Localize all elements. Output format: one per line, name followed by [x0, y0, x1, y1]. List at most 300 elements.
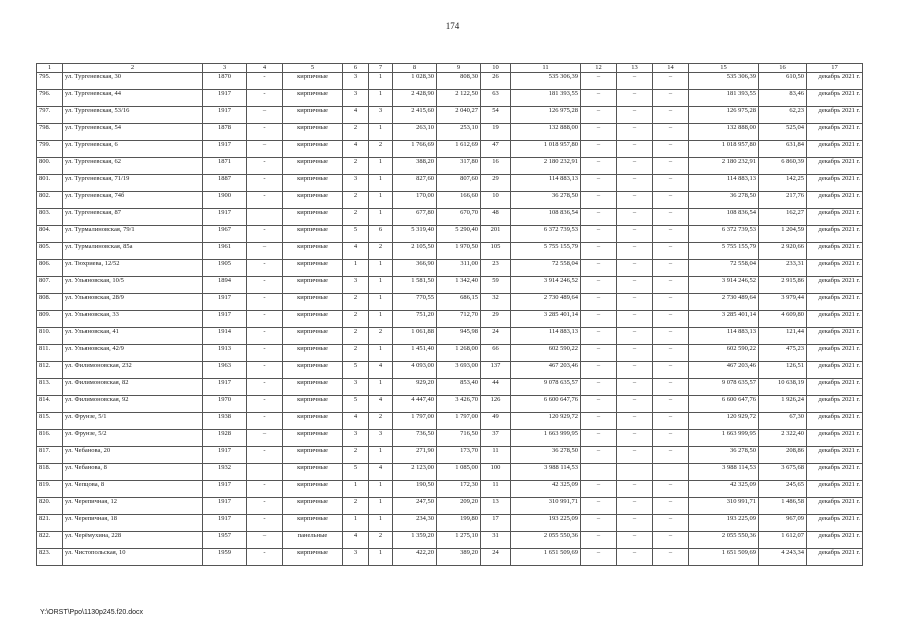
entrances-cell: 1 [369, 311, 393, 328]
cost-col-12-cell: – [581, 175, 617, 192]
year-built-cell: 1917 [203, 294, 247, 311]
residents-cell: 47 [481, 141, 511, 158]
table-row [37, 294, 863, 311]
address-cell: ул. Ульяновская, 33 [63, 311, 203, 328]
table-row [37, 175, 863, 192]
cost-col-15-cell: 6 372 739,53 [689, 226, 759, 243]
address-cell: ул. Черёмухина, 228 [63, 532, 203, 549]
column-number: 9 [437, 64, 481, 73]
row-number-cell: 812. [37, 362, 63, 379]
entrances-cell: 1 [369, 175, 393, 192]
cost-col-15-cell: 36 278,50 [689, 447, 759, 464]
wall-material-cell: кирпичные [283, 549, 343, 566]
cost-col-12-cell: – [581, 277, 617, 294]
cost-col-15-cell: 2 730 489,64 [689, 294, 759, 311]
entrances-cell: 4 [369, 396, 393, 413]
total-area-cell: 2 415,60 [393, 107, 437, 124]
wall-material-cell: кирпичные [283, 464, 343, 481]
address-cell: ул. Ульяновская, 28/9 [63, 294, 203, 311]
living-area-cell: 853,40 [437, 379, 481, 396]
living-area-cell: 173,70 [437, 447, 481, 464]
year-built-cell: 1870 [203, 73, 247, 90]
completion-date-cell: декабрь 2021 г. [807, 141, 863, 158]
address-cell: ул. Ульяновская, 41 [63, 328, 203, 345]
living-area-cell: 172,30 [437, 481, 481, 498]
cost-per-sqm-cell: 3 675,68 [759, 464, 807, 481]
completion-date-cell: декабрь 2021 г. [807, 243, 863, 260]
year-commissioned-cell: – [247, 141, 283, 158]
total-cost-cell: 114 883,13 [511, 175, 581, 192]
cost-col-15-cell: 535 306,39 [689, 73, 759, 90]
cost-col-15-cell: 42 325,09 [689, 481, 759, 498]
cost-col-13-cell: – [617, 73, 653, 90]
cost-per-sqm-cell: 1 612,07 [759, 532, 807, 549]
total-cost-cell: 2 180 232,91 [511, 158, 581, 175]
address-cell: ул. Черепичная, 12 [63, 498, 203, 515]
year-built-cell: 1938 [203, 413, 247, 430]
completion-date-cell: декабрь 2021 г. [807, 294, 863, 311]
entrances-cell: 2 [369, 532, 393, 549]
table-row [37, 277, 863, 294]
year-built-cell: 1917 [203, 379, 247, 396]
year-commissioned-cell: – [247, 107, 283, 124]
year-commissioned-cell: - [247, 311, 283, 328]
row-number-cell: 795. [37, 73, 63, 90]
cost-col-15-cell: 3 285 401,14 [689, 311, 759, 328]
residents-cell: 24 [481, 549, 511, 566]
entrances-cell: 3 [369, 430, 393, 447]
table-row [37, 515, 863, 532]
residents-cell: 19 [481, 124, 511, 141]
completion-date-cell: декабрь 2021 г. [807, 345, 863, 362]
living-area-cell: 253,10 [437, 124, 481, 141]
cost-col-14-cell: – [653, 481, 689, 498]
total-area-cell: 751,20 [393, 311, 437, 328]
row-number-cell: 796. [37, 90, 63, 107]
cost-per-sqm-cell: 967,09 [759, 515, 807, 532]
floors-cell: 2 [343, 345, 369, 362]
year-built-cell: 1961 [203, 243, 247, 260]
cost-col-14-cell: – [653, 175, 689, 192]
wall-material-cell: кирпичные [283, 226, 343, 243]
cost-col-14-cell: – [653, 447, 689, 464]
cost-per-sqm-cell: 121,44 [759, 328, 807, 345]
entrances-cell: 2 [369, 328, 393, 345]
living-area-cell: 945,98 [437, 328, 481, 345]
floors-cell: 2 [343, 209, 369, 226]
total-cost-cell: 3 285 401,14 [511, 311, 581, 328]
year-built-cell: 1967 [203, 226, 247, 243]
residents-cell: 54 [481, 107, 511, 124]
total-cost-cell: 3 914 246,52 [511, 277, 581, 294]
row-number-cell: 801. [37, 175, 63, 192]
table-row [37, 413, 863, 430]
year-commissioned-cell: - [247, 379, 283, 396]
completion-date-cell: декабрь 2021 г. [807, 481, 863, 498]
floors-cell: 3 [343, 90, 369, 107]
table-row [37, 328, 863, 345]
table-row [37, 396, 863, 413]
wall-material-cell: кирпичные [283, 277, 343, 294]
cost-col-14-cell: – [653, 396, 689, 413]
cost-col-13-cell: – [617, 515, 653, 532]
completion-date-cell: декабрь 2021 г. [807, 311, 863, 328]
wall-material-cell: кирпичные [283, 243, 343, 260]
year-built-cell: 1932 [203, 464, 247, 481]
cost-col-14-cell [653, 464, 689, 481]
year-built-cell: 1917 [203, 141, 247, 158]
cost-per-sqm-cell: 475,23 [759, 345, 807, 362]
total-area-cell: 1 766,69 [393, 141, 437, 158]
cost-col-14-cell: – [653, 73, 689, 90]
cost-col-13-cell: – [617, 158, 653, 175]
cost-per-sqm-cell: 245,65 [759, 481, 807, 498]
cost-col-15-cell: 132 888,00 [689, 124, 759, 141]
wall-material-cell: панельные [283, 532, 343, 549]
living-area-cell: 1 275,10 [437, 532, 481, 549]
row-number-cell: 820. [37, 498, 63, 515]
year-commissioned-cell: - [247, 260, 283, 277]
entrances-cell: 1 [369, 277, 393, 294]
living-area-cell: 3 693,00 [437, 362, 481, 379]
table-row [37, 345, 863, 362]
cost-per-sqm-cell: 67,30 [759, 413, 807, 430]
year-built-cell: 1917 [203, 515, 247, 532]
cost-col-12-cell: – [581, 90, 617, 107]
cost-col-13-cell: – [617, 345, 653, 362]
floors-cell: 5 [343, 464, 369, 481]
year-commissioned-cell: – [247, 430, 283, 447]
cost-per-sqm-cell: 208,86 [759, 447, 807, 464]
table-row [37, 243, 863, 260]
total-area-cell: 677,80 [393, 209, 437, 226]
cost-col-12-cell: – [581, 498, 617, 515]
wall-material-cell: кирпичные [283, 447, 343, 464]
cost-col-13-cell: – [617, 311, 653, 328]
entrances-cell: 1 [369, 124, 393, 141]
total-area-cell: 4 093,00 [393, 362, 437, 379]
address-cell: ул. Филимоновская, 92 [63, 396, 203, 413]
cost-col-12-cell: – [581, 447, 617, 464]
file-path-footer: Y:\ORST\Ppo\1130p245.f20.docx [40, 609, 143, 616]
completion-date-cell: декабрь 2021 г. [807, 447, 863, 464]
total-cost-cell: 72 558,04 [511, 260, 581, 277]
residents-cell: 66 [481, 345, 511, 362]
cost-col-12-cell: – [581, 379, 617, 396]
table-row [37, 90, 863, 107]
total-area-cell: 1 028,30 [393, 73, 437, 90]
wall-material-cell: кирпичные [283, 311, 343, 328]
total-area-cell: 1 581,50 [393, 277, 437, 294]
cost-per-sqm-cell: 2 322,40 [759, 430, 807, 447]
residents-cell: 63 [481, 90, 511, 107]
cost-col-13-cell: – [617, 277, 653, 294]
column-number: 1 [37, 64, 63, 73]
entrances-cell: 1 [369, 192, 393, 209]
residents-cell: 29 [481, 311, 511, 328]
entrances-cell: 3 [369, 107, 393, 124]
cost-col-14-cell: – [653, 328, 689, 345]
entrances-cell: 2 [369, 243, 393, 260]
total-area-cell: 4 447,40 [393, 396, 437, 413]
residents-cell: 32 [481, 294, 511, 311]
total-cost-cell: 6 600 647,76 [511, 396, 581, 413]
total-area-cell: 2 105,50 [393, 243, 437, 260]
cost-col-14-cell: – [653, 345, 689, 362]
cost-col-14-cell: – [653, 430, 689, 447]
address-cell: ул. Тургеневская, 71/19 [63, 175, 203, 192]
living-area-cell: 2 040,27 [437, 107, 481, 124]
year-built-cell: 1917 [203, 107, 247, 124]
year-commissioned-cell: – [247, 532, 283, 549]
row-number-cell: 804. [37, 226, 63, 243]
cost-col-14-cell: – [653, 294, 689, 311]
cost-per-sqm-cell: 142,25 [759, 175, 807, 192]
total-area-cell: 190,50 [393, 481, 437, 498]
cost-col-15-cell: 1 018 957,80 [689, 141, 759, 158]
total-area-cell: 929,20 [393, 379, 437, 396]
row-number-cell: 823. [37, 549, 63, 566]
floors-cell: 5 [343, 396, 369, 413]
cost-col-13-cell: – [617, 124, 653, 141]
residents-cell: 126 [481, 396, 511, 413]
entrances-cell: 4 [369, 362, 393, 379]
wall-material-cell: кирпичные [283, 515, 343, 532]
residents-cell: 31 [481, 532, 511, 549]
row-number-cell: 805. [37, 243, 63, 260]
total-area-cell: 170,00 [393, 192, 437, 209]
table-row [37, 158, 863, 175]
year-commissioned-cell: - [247, 226, 283, 243]
cost-per-sqm-cell: 3 979,44 [759, 294, 807, 311]
year-commissioned-cell: - [247, 498, 283, 515]
cost-col-12-cell: – [581, 328, 617, 345]
total-area-cell: 1 359,20 [393, 532, 437, 549]
total-area-cell: 422,20 [393, 549, 437, 566]
living-area-cell: 807,60 [437, 175, 481, 192]
table-row [37, 124, 863, 141]
floors-cell: 3 [343, 175, 369, 192]
total-cost-cell: 42 325,09 [511, 481, 581, 498]
completion-date-cell: декабрь 2021 г. [807, 73, 863, 90]
total-area-cell: 770,55 [393, 294, 437, 311]
floors-cell: 1 [343, 515, 369, 532]
total-area-cell: 827,60 [393, 175, 437, 192]
cost-col-14-cell: – [653, 107, 689, 124]
cost-col-15-cell: 108 836,54 [689, 209, 759, 226]
year-commissioned-cell: - [247, 73, 283, 90]
cost-col-12-cell: – [581, 192, 617, 209]
year-built-cell: 1917 [203, 90, 247, 107]
address-cell: ул. Тюхриева, 12/52 [63, 260, 203, 277]
entrances-cell: 1 [369, 498, 393, 515]
cost-col-12-cell: – [581, 430, 617, 447]
address-cell: ул. Турмалиновская, 85а [63, 243, 203, 260]
total-area-cell: 736,50 [393, 430, 437, 447]
column-number: 6 [343, 64, 369, 73]
floors-cell: 3 [343, 430, 369, 447]
total-cost-cell: 1 018 957,80 [511, 141, 581, 158]
cost-col-14-cell: – [653, 311, 689, 328]
wall-material-cell: кирпичные [283, 90, 343, 107]
column-number: 17 [807, 64, 863, 73]
living-area-cell: 686,15 [437, 294, 481, 311]
floors-cell: 4 [343, 413, 369, 430]
row-number-cell: 803. [37, 209, 63, 226]
total-cost-cell: 1 651 509,69 [511, 549, 581, 566]
total-cost-cell: 3 988 114,53 [511, 464, 581, 481]
residents-cell: 48 [481, 209, 511, 226]
cost-col-15-cell: 36 278,50 [689, 192, 759, 209]
completion-date-cell: декабрь 2021 г. [807, 192, 863, 209]
completion-date-cell: декабрь 2021 г. [807, 515, 863, 532]
column-number-row [37, 64, 863, 73]
floors-cell: 4 [343, 243, 369, 260]
column-number: 16 [759, 64, 807, 73]
address-cell: ул. Тургеневская, 44 [63, 90, 203, 107]
year-commissioned-cell: - [247, 158, 283, 175]
year-commissioned-cell: - [247, 90, 283, 107]
cost-col-14-cell: – [653, 226, 689, 243]
column-number: 2 [63, 64, 203, 73]
floors-cell: 3 [343, 549, 369, 566]
floors-cell: 2 [343, 158, 369, 175]
cost-per-sqm-cell: 1 926,24 [759, 396, 807, 413]
cost-col-13-cell: – [617, 430, 653, 447]
cost-col-12-cell: – [581, 107, 617, 124]
cost-col-12-cell: – [581, 396, 617, 413]
column-number: 3 [203, 64, 247, 73]
floors-cell: 2 [343, 328, 369, 345]
address-cell: ул. Чепцова, 8 [63, 481, 203, 498]
total-cost-cell: 120 929,72 [511, 413, 581, 430]
year-commissioned-cell: - [247, 345, 283, 362]
cost-col-13-cell: – [617, 226, 653, 243]
cost-col-12-cell: – [581, 124, 617, 141]
year-built-cell: 1957 [203, 532, 247, 549]
total-cost-cell: 2 055 550,36 [511, 532, 581, 549]
cost-col-15-cell: 3 988 114,53 [689, 464, 759, 481]
address-cell: ул. Чебанова, 20 [63, 447, 203, 464]
year-commissioned-cell: – [247, 243, 283, 260]
row-number-cell: 821. [37, 515, 63, 532]
completion-date-cell: декабрь 2021 г. [807, 328, 863, 345]
wall-material-cell: кирпичные [283, 141, 343, 158]
row-number-cell: 822. [37, 532, 63, 549]
wall-material-cell: кирпичные [283, 260, 343, 277]
row-number-cell: 808. [37, 294, 63, 311]
column-number: 15 [689, 64, 759, 73]
address-cell: ул. Чебанова, 8 [63, 464, 203, 481]
cost-col-15-cell: 9 078 635,57 [689, 379, 759, 396]
cost-col-13-cell: – [617, 549, 653, 566]
cost-col-15-cell: 5 755 155,79 [689, 243, 759, 260]
year-commissioned-cell: - [247, 175, 283, 192]
year-commissioned-cell: - [247, 549, 283, 566]
cost-col-15-cell: 126 975,28 [689, 107, 759, 124]
floors-cell: 2 [343, 311, 369, 328]
table-row [37, 73, 863, 90]
cost-per-sqm-cell: 162,27 [759, 209, 807, 226]
cost-col-13-cell: – [617, 141, 653, 158]
wall-material-cell: кирпичные [283, 294, 343, 311]
total-area-cell: 271,90 [393, 447, 437, 464]
cost-col-12-cell: – [581, 141, 617, 158]
address-cell: ул. Филимоновская, 82 [63, 379, 203, 396]
living-area-cell: 1 085,00 [437, 464, 481, 481]
entrances-cell: 1 [369, 90, 393, 107]
residents-cell: 17 [481, 515, 511, 532]
total-area-cell: 234,30 [393, 515, 437, 532]
floors-cell: 1 [343, 260, 369, 277]
completion-date-cell: декабрь 2021 г. [807, 226, 863, 243]
cost-col-15-cell: 72 558,04 [689, 260, 759, 277]
cost-col-13-cell: – [617, 447, 653, 464]
address-cell: ул. Тургеневская, 54 [63, 124, 203, 141]
total-area-cell: 5 319,40 [393, 226, 437, 243]
residents-cell: 11 [481, 447, 511, 464]
residents-cell: 29 [481, 175, 511, 192]
row-number-cell: 811. [37, 345, 63, 362]
cost-per-sqm-cell: 83,46 [759, 90, 807, 107]
address-cell: ул. Тургеневская, 74б [63, 192, 203, 209]
table-row [37, 447, 863, 464]
wall-material-cell: кирпичные [283, 192, 343, 209]
residents-cell: 37 [481, 430, 511, 447]
row-number-cell: 806. [37, 260, 63, 277]
floors-cell: 4 [343, 141, 369, 158]
cost-col-14-cell: – [653, 532, 689, 549]
cost-col-14-cell: – [653, 158, 689, 175]
wall-material-cell: кирпичные [283, 345, 343, 362]
row-number-cell: 817. [37, 447, 63, 464]
row-number-cell: 798. [37, 124, 63, 141]
address-cell: ул. Тургеневская, 6 [63, 141, 203, 158]
cost-col-12-cell: – [581, 243, 617, 260]
entrances-cell: 2 [369, 141, 393, 158]
year-commissioned-cell: - [247, 515, 283, 532]
cost-col-14-cell: – [653, 124, 689, 141]
total-area-cell: 1 797,00 [393, 413, 437, 430]
entrances-cell: 1 [369, 345, 393, 362]
floors-cell: 2 [343, 192, 369, 209]
column-number: 12 [581, 64, 617, 73]
residents-cell: 24 [481, 328, 511, 345]
completion-date-cell: декабрь 2021 г. [807, 464, 863, 481]
floors-cell: 2 [343, 498, 369, 515]
year-built-cell: 1905 [203, 260, 247, 277]
completion-date-cell: декабрь 2021 г. [807, 260, 863, 277]
completion-date-cell: декабрь 2021 г. [807, 532, 863, 549]
total-cost-cell: 602 590,22 [511, 345, 581, 362]
cost-col-13-cell: – [617, 413, 653, 430]
living-area-cell: 1 970,50 [437, 243, 481, 260]
cost-per-sqm-cell: 4 609,80 [759, 311, 807, 328]
entrances-cell: 1 [369, 481, 393, 498]
entrances-cell: 1 [369, 379, 393, 396]
cost-per-sqm-cell: 2 920,66 [759, 243, 807, 260]
living-area-cell: 311,00 [437, 260, 481, 277]
cost-col-15-cell: 467 203,46 [689, 362, 759, 379]
completion-date-cell: декабрь 2021 г. [807, 430, 863, 447]
completion-date-cell: декабрь 2021 г. [807, 413, 863, 430]
total-cost-cell: 36 278,50 [511, 447, 581, 464]
floors-cell: 1 [343, 481, 369, 498]
cost-col-15-cell: 310 991,71 [689, 498, 759, 515]
living-area-cell: 317,80 [437, 158, 481, 175]
cost-col-12-cell: – [581, 73, 617, 90]
residents-cell: 137 [481, 362, 511, 379]
